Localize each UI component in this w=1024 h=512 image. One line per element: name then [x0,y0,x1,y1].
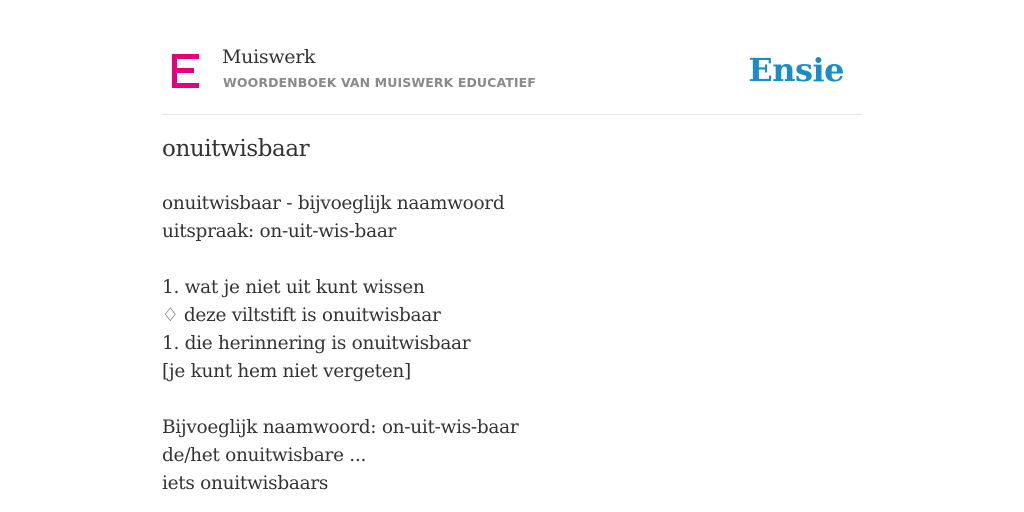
entry-line-partitive: iets onuitwisbaars [162,473,329,494]
logo-bottom-bar [172,83,199,88]
site-subtitle: WOORDENBOEK VAN MUISWERK EDUCATIEF [223,75,536,90]
ensie-brand-logo[interactable]: Ensie [748,51,844,89]
entry-line-pronunciation: uitspraak: on-uit-wis-baar [162,221,397,242]
entry-title: onuitwisbaar [162,136,310,162]
logo-top-bar [172,54,199,59]
entry-line-example-2: 1. die herinnering is onuitwisbaar [162,333,471,354]
muiswerk-logo-icon[interactable] [172,54,200,88]
entry-line-blank [162,246,862,274]
entry-line-word-class: onuitwisbaar - bijvoeglijk naamwoord [162,193,505,214]
entry-line-example-1: ♢ deze viltstift is onuitwisbaar [162,305,441,326]
entry-line-inflection: de/het onuitwisbare ... [162,445,367,466]
entry-line-hyphenation: Bijvoeglijk naamwoord: on-uit-wis-baar [162,417,519,438]
entry-line-explanation: [je kunt hem niet vergeten] [162,361,411,382]
site-header [162,0,862,115]
entry-line-meaning: 1. wat je niet uit kunt wissen [162,277,425,298]
logo-middle-bar [172,68,194,73]
site-name[interactable]: Muiswerk [222,46,316,68]
entry-definition [162,190,862,498]
entry-line-blank [162,386,862,414]
